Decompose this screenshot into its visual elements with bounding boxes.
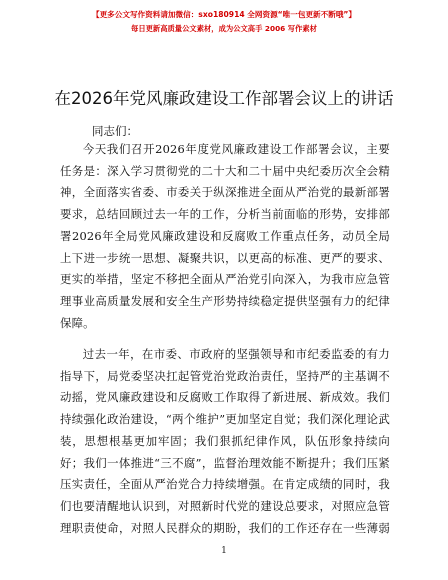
promo-banner-line-2: 每日更新高质量公文素材，成为公文高手 2006 写作素材 (131, 24, 317, 33)
page-number: 1 (221, 546, 227, 556)
promo-banner-line-1: 【更多公文写作资料请加微信：sxo180914 全网资源“唯一包更新不断哦”】 (92, 10, 356, 19)
promo-banner (0, 10, 448, 34)
body-paragraph-1: 今天我们召开2026年度党风廉政建设工作部署会议，主要任务是：深入学习贯彻党的二十大和二十届中央纪委历次全会精神，全面落实省委、市委关于纵深推进全面从严治党的最新部署要求，总结回顾过去一年的工作，分析当前面临的形势，安排部署2026年全局党风廉政建设和反腐败工作重点任务，动员全局上下进一步统一思想、凝聚共识，以更高的标准、更严的要求、更实的举措，坚定不移把全面从严治党引向深入，为我市应急管理事业高质量发展和安全生产形势持续稳定提供坚强有力的纪律保障。 (60, 142, 390, 330)
salutation: 同志们： (92, 124, 138, 138)
document-title: 在2026年党风廉政建设工作部署会议上的讲话 (54, 89, 394, 108)
body-paragraph-2: 过去一年，在市委、市政府的坚强领导和市纪委监委的有力指导下，局党委坚决扛起管党治党政治责任，坚持严的主基调不动摇，党风廉政建设和反腐败工作取得了新进展、新成效。我们持续强化政治建设，“两个维护”更加坚定自觉；我们深化理论武装，思想根基更加牢固；我们狠抓纪律作风，队伍形象持续向好；我们一体推进“三不腐”，监督治理效能不断提升；我们压紧压实责任，全面从严治党合力持续增强。在肯定成绩的同时，我们也要清醒地认识到，对照新时代党的建设总要求，对照应急管理职责使命，对照人民群众的期盼，我们的工作还存在一些薄弱 (60, 347, 390, 535)
